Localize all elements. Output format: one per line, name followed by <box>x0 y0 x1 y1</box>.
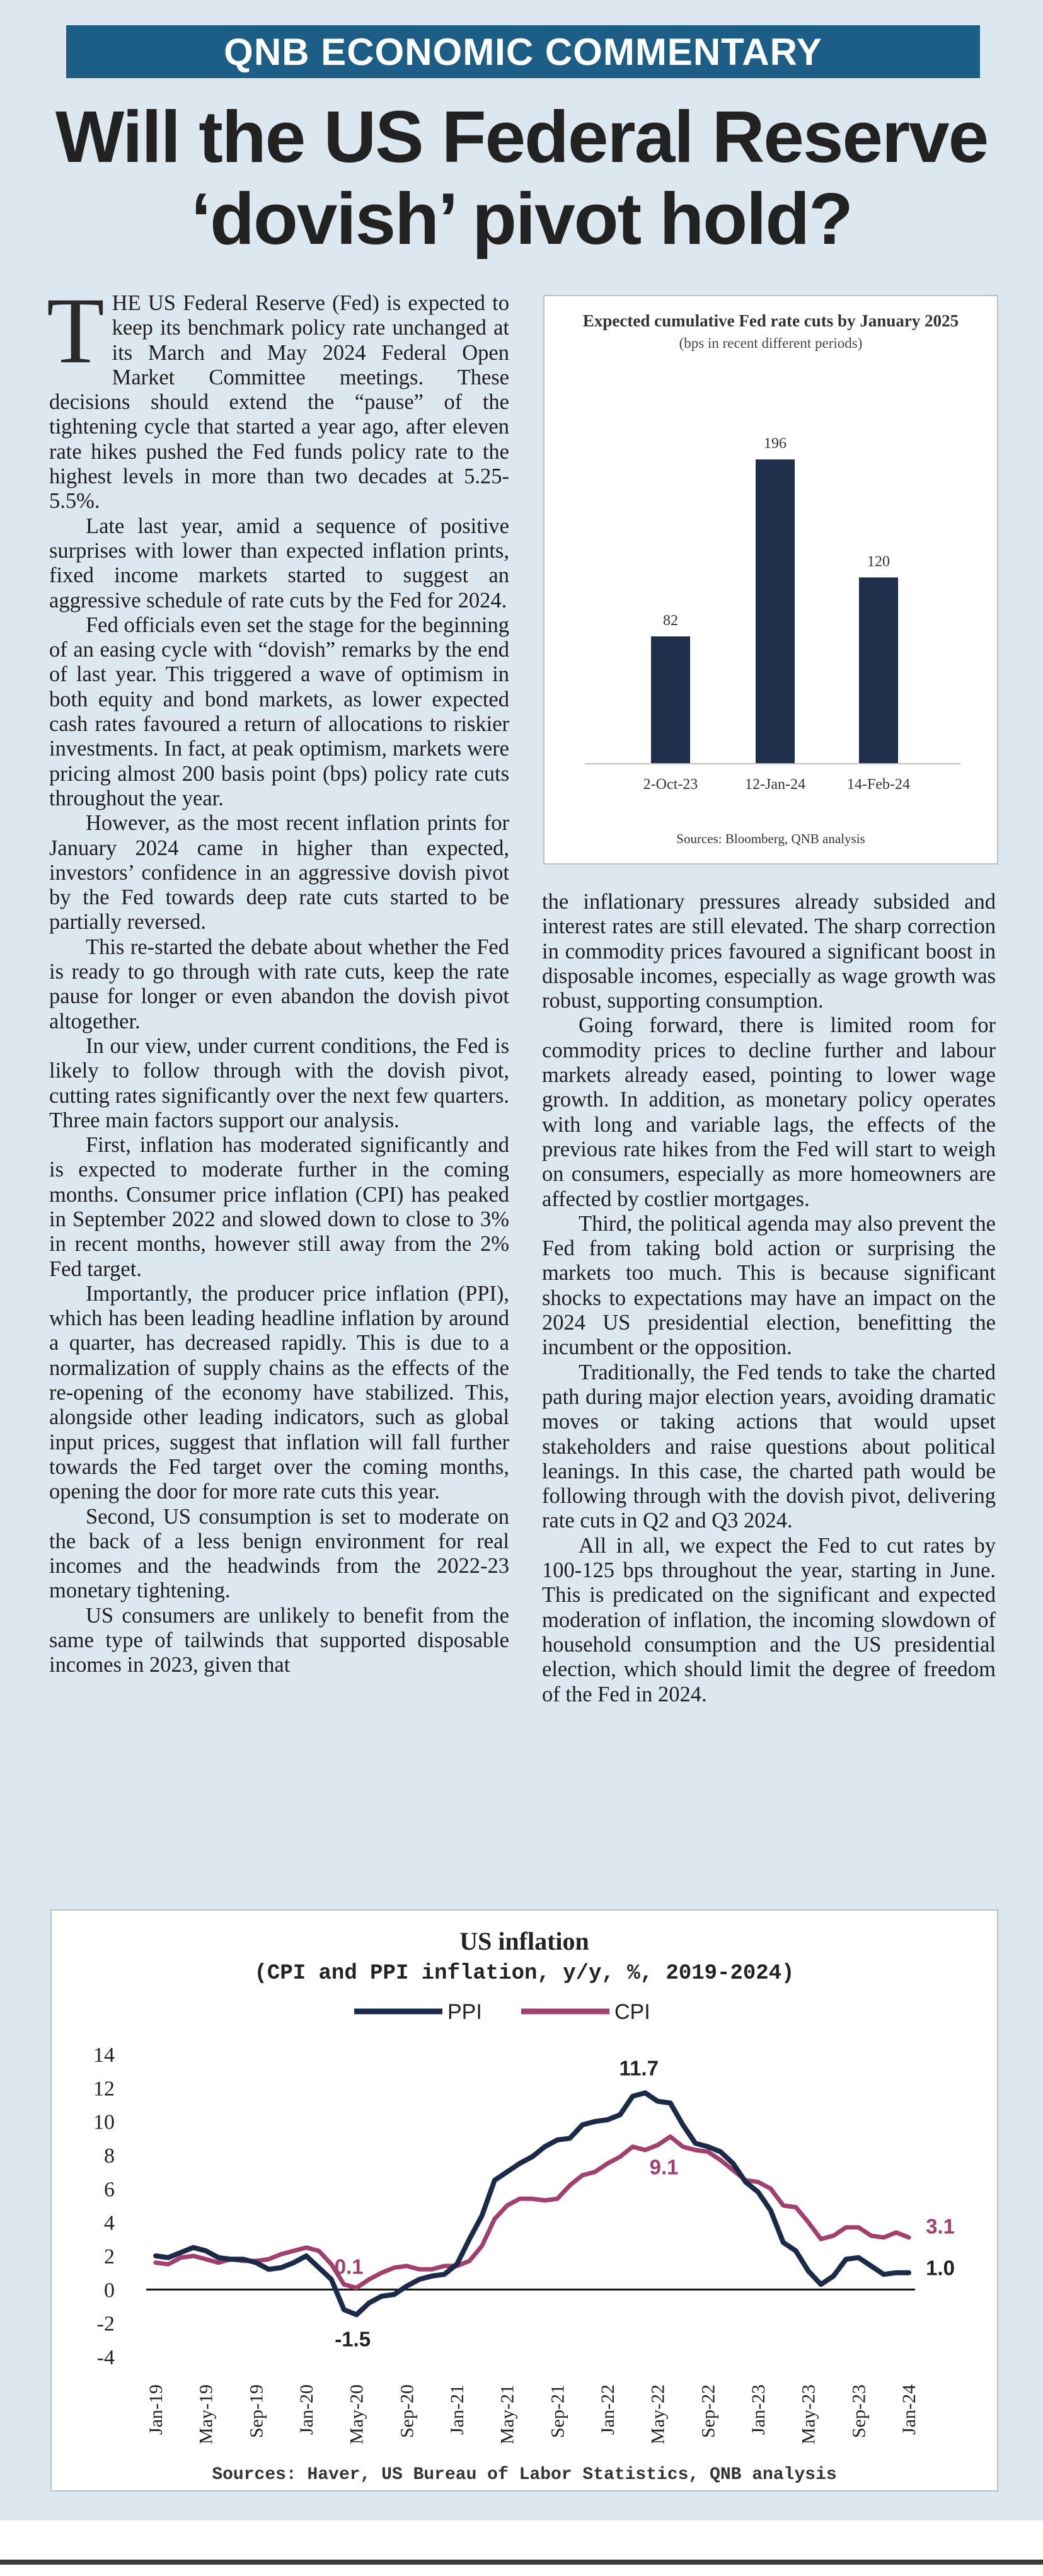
bar-12-Jan-24 <box>756 459 795 764</box>
bar-value-label: 196 <box>764 435 787 452</box>
x-tick-label: 2-Oct-23 <box>643 776 698 793</box>
x-tick-label: Jan-23 <box>748 2384 769 2435</box>
x-tick-label: Sep-21 <box>547 2384 568 2438</box>
article-paragraph: Third, the political agenda may also prevent the Fed from taking bold action or surprising the markets too much. This is because significant shocks to expectations may have an impact on the 2024 US presidential election, benefitting the incumbent or the opposition. <box>542 1211 996 1360</box>
x-tick-label: May-23 <box>798 2384 819 2444</box>
article-paragraph: Fed officials even set the stage for the beginning of an easing cycle with “dovish” remarks by the end of last year. This triggered a wave of optimism in both equity and bond markets, as lower expected cash rates favoured a return of allocations to riskier investments. In fact, at peak optimism, markets were pricing almost 200 basis point (bps) policy rate cuts throughout the year. <box>49 612 509 810</box>
x-tick-label: Jan-24 <box>899 2384 919 2435</box>
y-tick-label: 8 <box>104 2144 115 2168</box>
article-paragraph: Going forward, there is limited room for commodity prices to decline further and labour markets already eased, pointing to lower wage growth. In addition, as monetary policy operates with long and variable lags, the effects of the previous rate hikes from the Fed will start to weigh on consumers, especially as more homeowners are affected by costlier mortgages. <box>542 1013 996 1211</box>
bar-14-Feb-24 <box>859 577 898 764</box>
chart-title: Expected cumulative Fed rate cuts by January 2025 <box>582 311 959 330</box>
chart-title: US inflation <box>459 1927 589 1955</box>
article-paragraph: All in all, we expect the Fed to cut rates by 100-125 bps throughout the year, starting in June. This is predicated on the significant and expected moderation of inflation, the incoming slowdown of household consumption and the US presidential election, which should limit the degree of freedom of the Fed in 2024. <box>542 1533 996 1706</box>
article-headline <box>38 96 1005 260</box>
article-paragraph: First, inflation has moderated significantly and is expected to moderate further in the coming months. Consumer price inflation (CPI) has peaked in September 2022 and slowed down to close to 3% in recent months, however still away from the 2% Fed target. <box>49 1133 509 1281</box>
x-tick-label: May-21 <box>497 2384 518 2444</box>
bar-value-label: 120 <box>867 553 890 570</box>
y-tick-label: 6 <box>104 2178 115 2202</box>
x-tick-label: Sep-22 <box>698 2384 719 2438</box>
article-paragraph: the inflationary pressures already subsided and interest rates are still elevated. The sharp correction in commodity prices favoured a significant boost in disposable incomes, especially as wage growth was robust, supporting consumption. <box>542 890 996 1013</box>
article-paragraph: This re-started the debate about whether the Fed is ready to go through with rate cuts, keep the rate pause for longer or even abandon the dovish pivot altogether. <box>49 934 509 1033</box>
y-tick-label: 12 <box>93 2077 115 2101</box>
x-tick-label: Sep-20 <box>396 2384 418 2438</box>
data-annotation: 9.1 <box>649 2155 679 2179</box>
x-tick-label: 12-Jan-24 <box>745 776 805 793</box>
article-paragraph: Importantly, the producer price inflation (PPI), which has been leading headline inflation by around a quarter, has decreased rapidly. This is due to a normalization of supply chains as the effects of the re-opening of the economy have stabilized. This, alongside other leading indicators, such as global input prices, suggest that inflation will fall further towards the Fed target over the coming months, opening the door for more rate cuts this year. <box>49 1281 509 1504</box>
data-annotation: 0.1 <box>334 2255 364 2279</box>
data-annotation: 11.7 <box>619 2056 659 2080</box>
article-paragraph: Late last year, amid a sequence of positive surprises with lower than expected inflation prints, fixed income markets started to suggest an aggressive schedule of rate cuts by the Fed for 2024. <box>49 514 509 612</box>
y-tick-label: 14 <box>93 2044 115 2067</box>
rate-cuts-chart-svg <box>545 296 997 863</box>
section-banner: QNB ECONOMIC COMMENTARY <box>66 25 980 78</box>
y-tick-label: -4 <box>96 2346 115 2369</box>
chart-subtitle: (CPI and PPI inflation, y/y, %, 2019-2024) <box>254 1962 795 1986</box>
article-paragraph: However, as the most recent inflation prints for January 2024 came in higher than expected, investors’ confidence in an aggressive dovish pivot by the Fed towards deep rate cuts started to be partially reversed. <box>49 811 509 934</box>
data-annotation: 3.1 <box>926 2214 955 2238</box>
chart-source: Sources: Bloomberg, QNB analysis <box>676 831 865 846</box>
x-tick-label: 14-Feb-24 <box>847 776 910 793</box>
bottom-rule <box>0 2560 1043 2565</box>
article-column-2 <box>542 890 996 1885</box>
bar-2-Oct-23 <box>651 636 690 764</box>
x-tick-label: Jan-20 <box>296 2384 317 2435</box>
y-tick-label: 2 <box>104 2245 115 2268</box>
rate-cuts-chart <box>543 295 998 865</box>
article-column-1 <box>47 279 509 1885</box>
y-tick-label: 0 <box>104 2279 115 2303</box>
article-paragraph: US consumers are unlikely to benefit from the same type of tailwinds that supported disposable incomes in 2023, given that <box>49 1603 509 1677</box>
x-tick-label: Jan-21 <box>447 2384 468 2435</box>
article-paragraph: Traditionally, the Fed tends to take the charted path during major election years, avoiding dramatic moves or taking actions that would upset stakeholders and raise questions about political leanings. In this case, the charted path would be following through with the dovish pivot, delivering rate cuts in Q2 and Q3 2024. <box>542 1360 996 1533</box>
chart-subtitle: (bps in recent different periods) <box>679 335 863 351</box>
article-paragraph: In our view, under current conditions, the Fed is likely to follow through with the dovish pivot, cutting rates significantly over the next few quarters. Three main factors support our analysis. <box>49 1033 509 1132</box>
drop-cap: T <box>47 279 105 383</box>
x-tick-label: May-22 <box>647 2384 669 2444</box>
x-tick-label: May-19 <box>195 2384 217 2444</box>
series-line-ppi <box>156 2093 909 2314</box>
article-paragraph: Second, US consumption is set to moderate on the back of a less benign environment for real incomes and the headwinds from the 2022-23 monetary tightening. <box>49 1504 509 1603</box>
headline-line-1: Will the US Federal Reserve <box>55 96 988 178</box>
data-annotation: 1.0 <box>926 2256 955 2280</box>
bar-value-label: 82 <box>663 612 678 629</box>
x-tick-label: May-20 <box>346 2384 367 2444</box>
headline-line-2: ‘dovish’ pivot hold? <box>190 178 853 260</box>
y-tick-label: 4 <box>104 2211 115 2235</box>
us-inflation-chart <box>50 1909 998 2492</box>
legend-label-ppi: PPI <box>447 2000 482 2024</box>
y-tick-label: 10 <box>93 2110 115 2134</box>
x-tick-label: Sep-23 <box>848 2384 870 2438</box>
y-tick-label: -2 <box>96 2312 115 2336</box>
us-inflation-chart-svg <box>52 1911 997 2490</box>
x-tick-label: Jan-19 <box>146 2384 166 2435</box>
data-annotation: -1.5 <box>335 2327 371 2351</box>
chart-source: Sources: Haver, US Bureau of Labor Statistics, QNB analysis <box>212 2465 837 2485</box>
x-tick-label: Jan-22 <box>597 2384 618 2435</box>
legend <box>354 2000 650 2024</box>
x-tick-label: Sep-19 <box>246 2384 267 2438</box>
article-paragraph: THE US Federal Reserve (Fed) is expected to keep its benchmark policy rate unchanged at its March and May 2024 Federal Open Market Committee meetings. These decisions should extend the “pause” of the tightening cycle that started a year ago, after eleven rate hikes pushed the Fed funds policy rate to the highest levels in more than two decades at 5.25-5.5%. <box>47 279 509 514</box>
legend-label-cpi: CPI <box>614 2000 650 2024</box>
